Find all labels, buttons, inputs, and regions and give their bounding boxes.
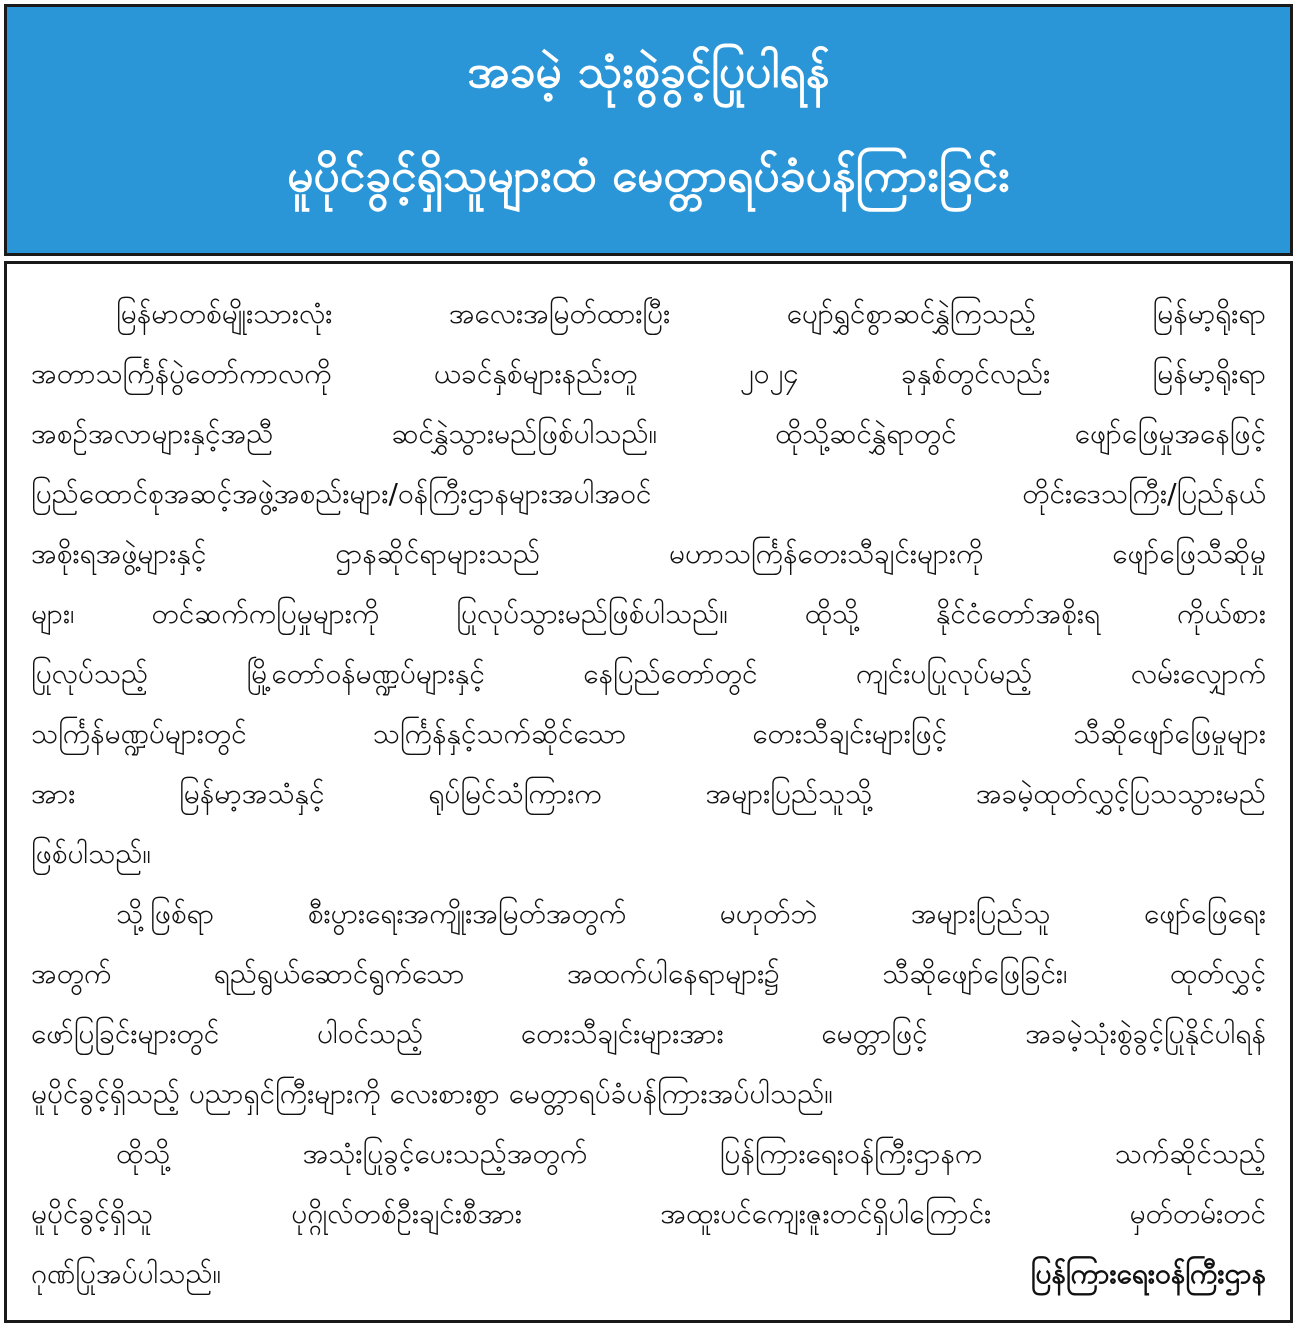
- paragraph-line: အစဉ်အလာများနှင့်အညီ ဆင်နွှဲသွားမည်ဖြစ်ပါသည်။ ထိုသို့ဆင်နွှဲရာတွင် ဖျော်ဖြေမှုအနေဖြင့်: [31, 417, 1266, 450]
- paragraph-line: ပြည်ထောင်စုအဆင့်အဖွဲ့အစည်းများ/ဝန်ကြီးဌာနများအပါအဝင် တိုင်းဒေသကြီး/ပြည်နယ်: [31, 477, 1266, 510]
- paragraph-line: ထိုသို့ အသုံးပြုခွင့်ပေးသည့်အတွက် ပြန်ကြားရေးဝန်ကြီးဌာနက သက်ဆိုင်သည့်: [116, 1137, 1266, 1170]
- title-line-2: မူပိုင်ခွင့်ရှိသူများထံ မေတ္တာရပ်ခံပန်ကြားခြင်း: [287, 148, 1010, 202]
- signature: ပြန်ကြားရေးဝန်ကြီးဌာန: [1030, 1257, 1266, 1290]
- paragraph-1: [31, 284, 1266, 884]
- paragraph-line: အတာသင်္ကြန်ပွဲတော်ကာလကို ယခင်နှစ်များနည်းတူ ၂၀၂၄ ခုနှစ်တွင်လည်း မြန်မာ့ရိုးရာ: [31, 357, 1266, 390]
- notice-body: [4, 261, 1293, 1323]
- paragraph-line: သင်္ကြန်မဏ္ဍပ်များတွင် သင်္ကြန်နှင့်သက်ဆိုင်သော တေးသီချင်းများဖြင့် သီဆိုဖျော်ဖြေမှုများ: [31, 717, 1266, 750]
- closing-row: [31, 1244, 1266, 1304]
- paragraph-line: မူပိုင်ခွင့်ရှိသူ ပုဂ္ဂိုလ်တစ်ဦးချင်းစီအား အထူးပင်ကျေးဇူးတင်ရှိပါကြောင်း မှတ်တမ်းတင်: [31, 1197, 1266, 1230]
- paragraph-line: အစိုးရအဖွဲ့များနှင့် ဌာနဆိုင်ရာများသည် မဟာသင်္ကြန်တေးသီချင်းများကို ဖျော်ဖြေသီဆိုမှု: [31, 537, 1266, 570]
- paragraph-2: [31, 884, 1266, 1124]
- paragraph-line: အား မြန်မာ့အသံနှင့် ရုပ်မြင်သံကြားက အများပြည်သူသို့ အခမဲ့ထုတ်လွှင့်ပြသသွားမည်: [31, 777, 1266, 810]
- paragraph-line: အတွက် ရည်ရွယ်ဆောင်ရွက်သော အထက်ပါနေရာများ၌ သီဆိုဖျော်ဖြေခြင်း၊ ထုတ်လွှင့်: [31, 957, 1266, 990]
- paragraph-line: ပြုလုပ်သည့် မြို့တော်ဝန်မဏ္ဍပ်များနှင့် နေပြည်တော်တွင် ကျင်းပပြုလုပ်မည့် လမ်းလျှောက်: [31, 657, 1266, 690]
- paragraph-line: ဂုဏ်ပြုအပ်ပါသည်။: [31, 1257, 221, 1290]
- paragraph-line: ဖော်ပြခြင်းများတွင် ပါဝင်သည့် တေးသီချင်းများအား မေတ္တာဖြင့် အခမဲ့သုံးစွဲခွင့်ပြုနိုင်ပါရန်: [31, 1017, 1266, 1050]
- notice-header: [4, 4, 1293, 256]
- paragraph-line: ဖြစ်ပါသည်။: [31, 837, 151, 870]
- paragraph-line: မူပိုင်ခွင့်ရှိသည့် ပညာရှင်ကြီးများကို လေးစားစွာ မေတ္တာရပ်ခံပန်ကြားအပ်ပါသည်။: [31, 1077, 833, 1110]
- paragraph-3: [31, 1124, 1266, 1304]
- paragraph-line: မြန်မာတစ်မျိုးသားလုံး အလေးအမြတ်ထားပြီး ပျော်ရွှင်စွာဆင်နွှဲကြသည့် မြန်မာ့ရိုးရာ: [116, 297, 1266, 330]
- paragraph-line: များ၊ တင်ဆက်ကပြမှုများကို ပြုလုပ်သွားမည်ဖြစ်ပါသည်။ ထိုသို့ နိုင်ငံတော်အစိုးရ ကိုယ်စား: [31, 597, 1266, 630]
- paragraph-line: သို့ဖြစ်ရာ စီးပွားရေးအကျိုးအမြတ်အတွက် မဟုတ်ဘဲ အများပြည်သူ ဖျော်ဖြေရေး: [116, 897, 1266, 930]
- title-line-1: အခမဲ့ သုံးစွဲခွင့်ပြုပါရန်: [467, 44, 830, 98]
